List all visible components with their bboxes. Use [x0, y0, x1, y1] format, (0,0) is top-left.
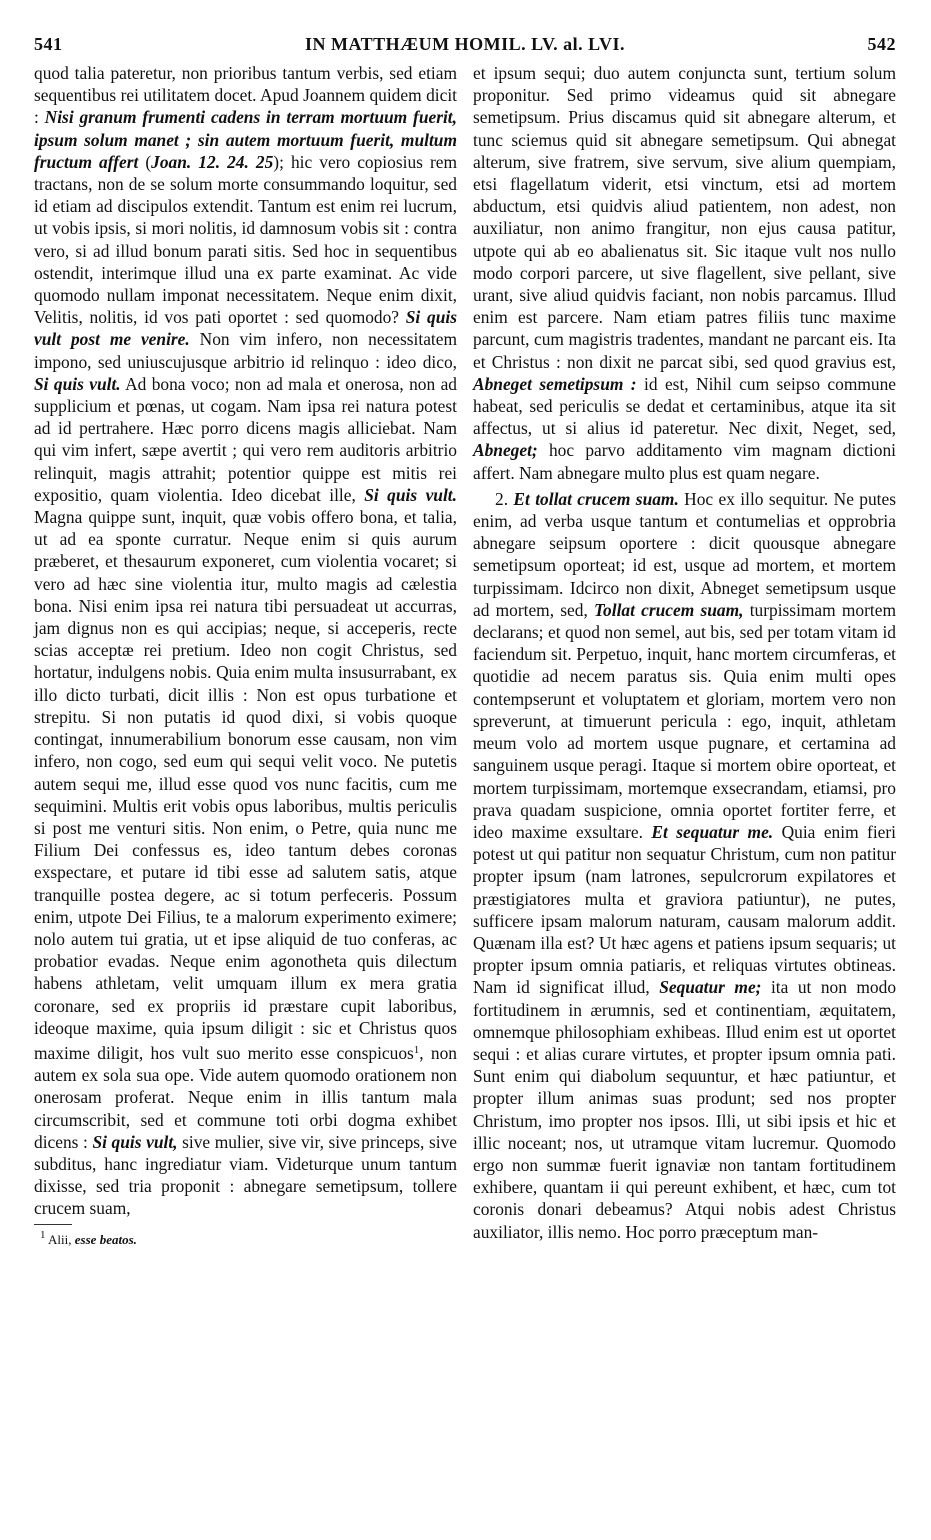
text-run: quod talia pateretur, non prioribus tantum verbis, sed etiam sequentibus rei utilitatem docet. Apud Joannem quidem dicit : — [34, 63, 457, 128]
right-paragraph-1 — [473, 62, 896, 484]
scripture-quote: Abneget; — [473, 440, 538, 461]
left-paragraph — [34, 62, 457, 1220]
right-column — [473, 62, 896, 1243]
text-run: hoc parvo additamento vim magnam dictioni affert. Nam abnegare multo plus est quam negare. — [473, 440, 896, 483]
scripture-reference: Joan. 12. 24. 25 — [151, 151, 274, 172]
scripture-quote: Tollat crucem suam, — [594, 599, 744, 620]
text-run: id est, Nihil cum seipso commune habeat, sed periculis se dedat et certaminibus, atque ita sit affectus, ut si alius id pateretur. Nec dixit, Neget, sed, — [473, 373, 896, 439]
text-run: turpissimam mortem declarans; et quod non semel, aut bis, sed per totam vitam id faciendum sit. Perpetuo, inquit, hanc mortem circumferas, et quotidie ad necem paratus sis. Quia enim multi opes contempserunt et voluptatem et gloriam, mortem vero non spreverunt, at timuerunt pericula : ego, inquit, athletam meum volo ad mortem usque pugnare, et certamina ad sanguinem usque peragi. Itaque si mortem obire oporteat, et mortem turpissimam, mortemque exsecrandam, etiamsi, pro prava quadam suspicione, omnia oportet fortiter ferre, et ideo maxime exsultare. — [473, 599, 896, 842]
page-header — [34, 24, 896, 64]
scripture-quote: Si quis vult. — [34, 373, 121, 394]
right-paragraph-2 — [473, 488, 896, 1243]
footnote-italic: esse beatos. — [74, 1231, 137, 1247]
text-run: ( — [138, 151, 152, 172]
scripture-quote: Et tollat crucem suam. — [513, 488, 679, 509]
footnote-text: Alii, — [48, 1231, 75, 1247]
text-run: Hoc ex illo sequitur. Ne putes enim, ad verba usque tantum et contumelias et opprobria abnegare seipsum oportere : dicit quousque abnegare semetipsum oporteat; id est, usque ad mortem, et mortem turpissimam. Idcirco non dixit, Abneget semetipsum usque ad mortem, sed, — [473, 488, 896, 620]
scripture-quote: Si quis vult post me venire. — [34, 307, 457, 350]
running-title: IN MATTHÆUM HOMIL. LV. al. LVI. — [304, 34, 626, 54]
footnote-number: 1 — [40, 1228, 46, 1241]
text-run: Magna quippe sunt, inquit, quæ vobis offero bona, et talia, ut ad ea sponte curratur. Neque enim si quis aurum præberet, et thesaurum exponeret, cum violentia vocaret; si vero ad hæc sine violentia itur, multo magis ad cælestia bona. Nisi enim ipsa rei natura tibi persuadeat ut accurras, jam dignus non es qui accipias; neque, si acceperis, recte scias acceptæ rei pretium. Ideo non cogit Christus, sed hortatur, indulgens nobis. Quia enim multa insusurrabant, ex illo dicto turbati, dicit illis : Non est opus turbatione et strepitu. Si non putatis id quod dixi, si vobis quoque contingat, innumerabilium bonorum esse causam, non vim infero, non cogo, sed eum qui sequi velit voco. Ne putetis autem sequi me, illud esse quod vos nunc facitis, cum me sequimini. Multis erit vobis opus laboribus, multis periculis si post me venturi sitis. Non enim, o Petre, quia nunc me Filium Dei confessus es, ideo tantum debes coronas exspectare, et putare id tibi esse ad salutem satis, atque tranquille postea degere, ac si totum perfeceris. Possum enim, utpote Dei Filius, te a malorum experimento eximere; nolo autem tui gratia, ut et ipse aliquid de tuo conferas, ac probatior evadas. Neque enim agonotheta quis dilectum habens athletam, velit umquam illum ex mera gratia coronare, sed ex propriis id præstare cupit laboribus, ideoque maxime, quia ipsum diligit : sic et Christus quos maxime diligit, hos vult suo merito esse conspicuos — [34, 507, 457, 1063]
text-run: ita ut non modo fortitudinem in ærumnis, sed et continentiam, æquitatem, omnemque philosophiam exhibeas. Illud enim est ut oportet sequi : et alias curare virtutes, et propter ipsum omnia pati. Sunt enim qui diabolum sequuntur, et hæc patiuntur, et propter illum animas suas produnt; sed nos propter Christum, imo propter nos ipsos. Illi, ut sibi ipsis et hic et illic noceant; nos, ut utramque vitam lucremur. Quomodo ergo non summæ fuerit ignaviæ non tantam fortitudinem exhibere, quantam ii qui pereunt exhibent, et hæc, cum tot coronis donari debeamus? Atqui nobis adest Christus auxiliator, illis nemo. Hoc porro præceptum man- — [473, 977, 897, 1242]
text-run: sive mulier, sive vir, sive princeps, sive subditus, hanc ingrediatur viam. Videturque unum tantum dixisse, sed tria proponit : abnegare semetipsum, tollere crucem suam, — [34, 1131, 457, 1219]
text-run: Non vim infero, non necessitatem impono, sed uniuscujusque arbitrio id relinquo : ideo dico, — [34, 329, 458, 372]
footnote-marker: 1 — [413, 1043, 420, 1056]
page-number-left: 541 — [34, 34, 63, 54]
scripture-quote: Abneget semetipsum : — [473, 373, 637, 394]
page-number-right: 542 — [867, 34, 896, 54]
scripture-quote: Si quis vult, — [92, 1131, 178, 1152]
scripture-quote: Nisi granum frumenti cadens in terram mortuum fuerit, ipsum solum manet ; sin autem mortuum fuerit, multum fructum affert — [34, 107, 457, 172]
footnote — [40, 1227, 457, 1248]
scripture-quote: Sequatur me; — [659, 977, 762, 998]
footnote-rule — [34, 1224, 72, 1225]
scripture-quote: Et sequatur me. — [651, 821, 774, 842]
scripture-quote: Si quis vult. — [364, 484, 457, 505]
text-run: , non autem ex sola sua ope. Vide autem quomodo orationem non onerosam proferat. Neque enim in illis tantum mala circumscribit, sed et commune toti orbi dogma exhibet dicens : — [34, 1042, 457, 1152]
text-run: Quia enim fieri potest ut qui patitur non sequatur Christum, cum non patitur propter ipsum (nam latrones, sepulcrorum expilatores et præstigiatores multa et graviora patiuntur), ne putes, sufficere ipsam malorum naturam, causam malorum addit. Quænam illa est? Ut hæc agens et patiens ipsum sequaris; ut propter ipsum omnia patiaris, et reliquas virtutes obtineas. Nam id significat illud, — [473, 821, 897, 998]
text-run: et ipsum sequi; duo autem conjuncta sunt, tertium solum proponitur. Sed primo videamus quid sit abnegare semetipsum. Prius discamus quid sit abnegare alterum, et tunc sciemus quid sit abnegare semetipsum. Qui abnegat alterum, sive fratrem, sive servum, sive alium quempiam, etsi flagellatum viderit, etsi vinctum, etsi ad mortem abductum, etsi quidvis aliud patientem, non adest, non auxiliatur, non animo frangitur, non ejus causa patitur, utpote qui ab eo abalienatus sit. Sic itaque vult nos nullo modo corpori parcere, ut sive flagellent, sive pellant, sive urant, sive aliud quidvis faciant, non nobis parcamus. Illud enim est parcere. Nam etiam patres filiis tunc maxime parcunt, cum magistris tradentes, mandant ne parcant eis. Ita et Christus : non dixit ne parcat sibi, sed quod gravius est, — [473, 63, 896, 372]
text-run: ); hic vero copiosius rem tractans, non de se solum morte consummando loquitur, sed id etiam ad discipulos extendit. Tantum est enim rei lucrum, ut vobis ipsis, si mori nolitis, id damnosum vobis sit : contra vero, si ad illud bonum parati sitis. Sed hoc in sequentibus ostendit, interimque illud una ex parte examinat. Ac vide quomodo nullam imponat necessitatem. Neque enim dixit, Velitis, nolitis, id vos pati oportet : sed quomodo? — [34, 151, 457, 328]
left-column — [34, 62, 457, 1248]
text-run: Ad bona voco; non ad mala et onerosa, non ad supplicium et pœnas, ut cogam. Nam ipsa rei natura potest ad id pertrahere. Hæc porro dicens magis alliciebat. Nam qui vim infert, sæpe avertit ; qui vero rem auditoris arbitrio relinquit, magis attrahit; potentior quippe est mitis rei expositio, quam violentia. Ideo dicebat ille, — [34, 373, 457, 505]
section-number: 2. — [495, 488, 514, 509]
